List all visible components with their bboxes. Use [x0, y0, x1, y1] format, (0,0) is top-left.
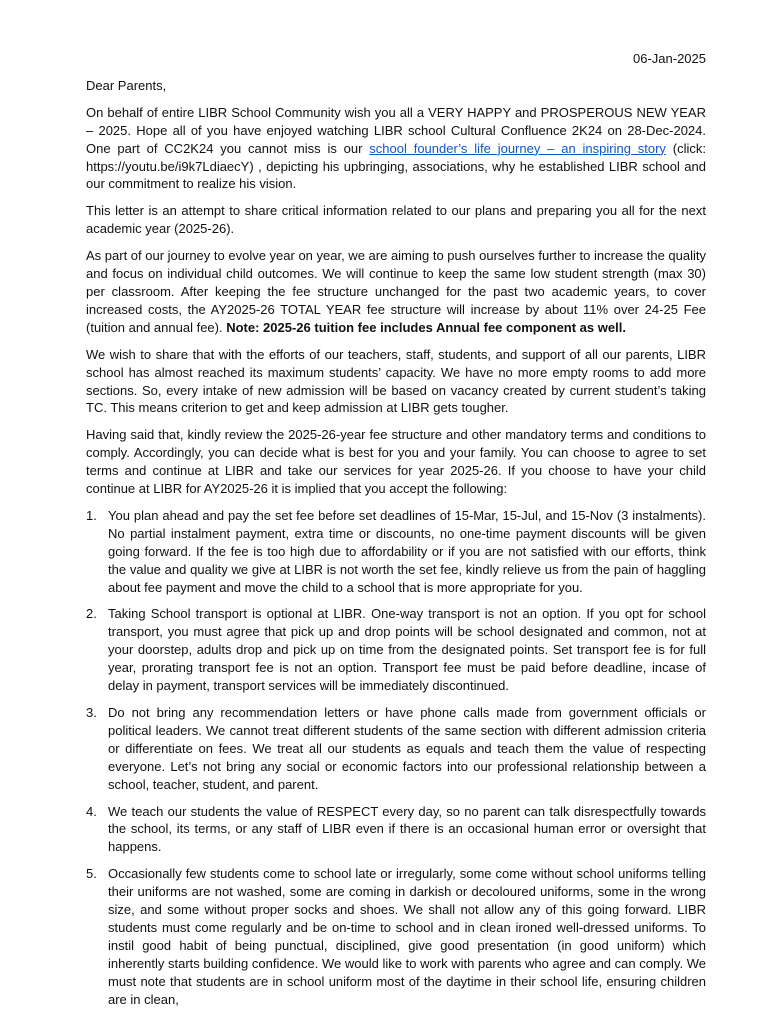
- list-item: [86, 507, 706, 597]
- greeting: Dear Parents,: [86, 77, 167, 93]
- list-item: [86, 704, 706, 794]
- paragraph-fee-increase: [86, 247, 706, 337]
- list-item-number: 3.: [86, 705, 97, 720]
- list-item-number: 2.: [86, 606, 97, 622]
- p1-text-after-link: (click: https://youtu.be/i9k7LdiaecY) , depicting his upbringing, associations, why he established LIBR school and our commitment to realize his vision.: [86, 140, 706, 192]
- list-item-number: 1.: [86, 507, 97, 523]
- founder-story-link[interactable]: school founder’s life journey – an inspiring story: [369, 140, 666, 156]
- list-item-text: We teach our students the value of RESPECT every day, so no parent can talk disrespectfully towards the school, its terms, or any staff of LIBR even if there is an occasional human error or oversight that happens.: [108, 803, 706, 855]
- list-item: [86, 605, 706, 695]
- list-item-text: Occasionally few students come to school late or irregularly, some come without school uniforms telling their uniforms are not washed, some are coming in darkish or decoloured uniforms, some in the wrong size, and some without proper socks and shoes. We shall not allow any of this going forward. LIBR students must come regularly and be on-time to school and in clean ironed well-dressed uniforms. To instil good habit of being punctual, disciplined, give good presentation (in good uniform) which inherently starts building confidence. We would like to work with parents who agree and can comply. We must note that students are in school uniform most of the daytime in their school life, ensuring children are in clean,: [108, 866, 706, 1007]
- list-item-number: 4.: [86, 803, 97, 819]
- p3-bold-note: Note: 2025-26 tuition fee includes Annual fee component as well.: [226, 319, 626, 335]
- letter-date: 06-Jan-2025: [633, 51, 706, 66]
- p3-text: As part of our journey to evolve year on year, we are aiming to push ourselves further to increase the quality and focus on individual child outcomes. We will continue to keep the same low student strength (max 30) per classroom. After keeping the fee structure unchanged for the past two academic years, to cover increased costs, the AY2025-26 TOTAL YEAR fee structure will increase by about 11% over 24-25 Fee (tuition and annual fee).: [86, 248, 707, 335]
- p1-text-before-link: On behalf of entire LIBR School Community wish you all a VERY HAPPY and PROSPEROUS NEW YEAR – 2025. Hope all of you have enjoyed watching LIBR school Cultural Confluence 2K24 on 28-Dec-2024. One part of CC2K24 you cannot miss is our: [86, 104, 706, 156]
- letter-page: [86, 50, 706, 1018]
- list-item-number: 5.: [86, 866, 97, 882]
- paragraph-capacity: We wish to share that with the efforts of our teachers, staff, students, and support of all our parents, LIBR school has almost reached its maximum students’ capacity. We have no more empty rooms to add more sections. So, every intake of new admission will be based on vacancy created by current student’s taking TC. This means criterion to get and keep admission at LIBR gets tougher.: [86, 346, 706, 416]
- list-item-text: You plan ahead and pay the set fee before set deadlines of 15-Mar, 15-Jul, and 15-Nov (3 instalments). No partial instalment payment, extra time or discounts, no one-time payment discounts will be given going forward. If the fee is too high due to affordability or if you are not satisfied with our efforts, think the value and quality we give at LIBR is not worth the set fee, kindly relieve us from the pain of haggling about fee payment and move the child to a school that is more appropriate for you.: [108, 507, 706, 595]
- paragraph-terms-intro: Having said that, kindly review the 2025-26-year fee structure and other mandatory terms and conditions to comply. Accordingly, you can decide what is best for you and your family. You can choose to agree to set terms and continue at LIBR and take our services for year 2025-26. If you choose to have your child continue at LIBR for AY2025-26 it is implied that you accept the following:: [86, 427, 706, 497]
- list-item-text: Do not bring any recommendation letters or have phone calls made from government officials or political leaders. We cannot treat different students of the same section with different admission criteria or differentiate on fees. We treat all our students as equals and teach them the value of respecting everyone. Let’s not bring any social or economic factors into our professional relationship between a school, teacher, student, and parent.: [108, 705, 706, 792]
- list-item-text: Taking School transport is optional at LIBR. One-way transport is not an option. If you opt for school transport, you must agree that pick up and drop points will be school designated and common, not at your doorstep, adults drop and pick up on time from the designated points. Set transport fee is for full year, prorating transport fee is not an option. Transport fee must be paid before deadline, incase of delay in payment, transport services will be immediately discontinued.: [108, 606, 706, 694]
- list-item: [86, 803, 706, 857]
- paragraph-purpose: This letter is an attempt to share critical information related to our plans and preparing you all for the next academic year (2025-26).: [86, 203, 706, 237]
- terms-list: [86, 507, 706, 1009]
- paragraph-new-year-wishes: [86, 104, 706, 194]
- list-item: [86, 865, 706, 1008]
